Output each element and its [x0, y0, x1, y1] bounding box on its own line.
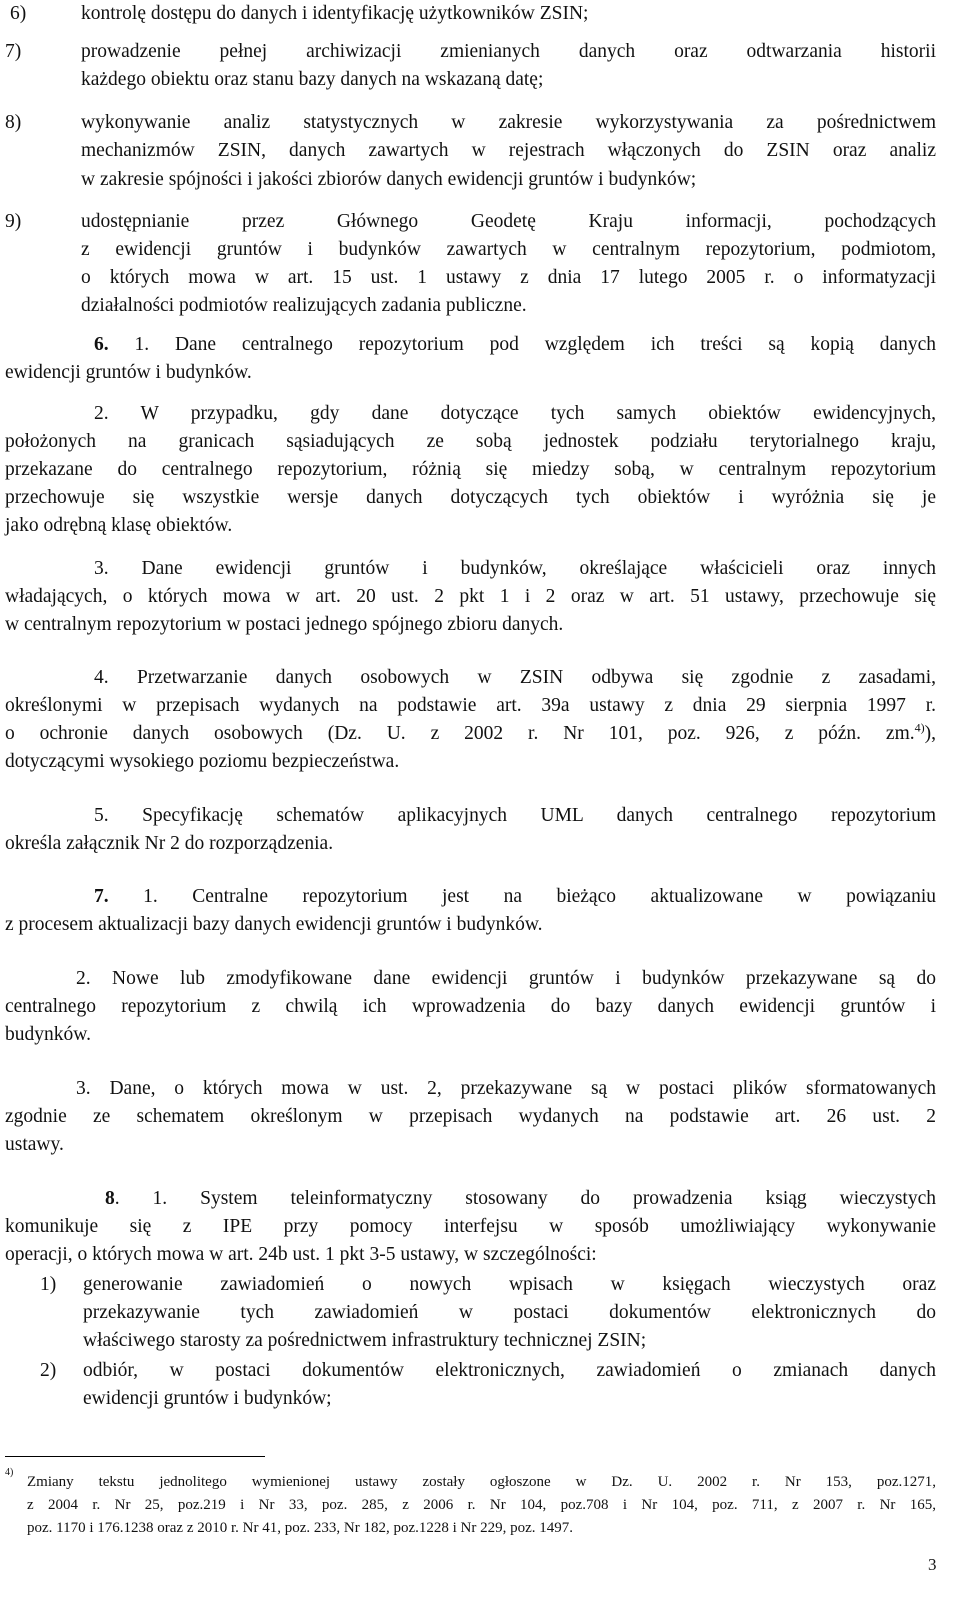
- text-line: centralnego repozytorium z chwilą ich wprowadzenia do bazy danych ewidencji gruntów i: [5, 996, 936, 1017]
- text-line: [5, 720, 936, 749]
- text-run: 1. Centralne repozytorium jest na bieżąco aktualizowane w powiązaniu: [108, 886, 936, 907]
- text-line: ewidencji gruntów i budynków;: [83, 1388, 332, 1409]
- text-line: przechowuje się wszystkie wersje danych dotyczących tych obiektów i wyróżnia się je: [5, 487, 936, 508]
- text-line: o których mowa w art. 15 ust. 1 ustawy z dnia 17 lutego 2005 r. o informatyzacji: [81, 267, 936, 288]
- text-line: 3. Dane, o których mowa w ust. 2, przekazywane są w postaci plików sformatowanych: [76, 1078, 936, 1099]
- text-line: działalności podmiotów realizujących zadania publiczne.: [81, 295, 527, 316]
- list-number: 7): [5, 41, 22, 62]
- text-line: z procesem aktualizacji bazy danych ewidencji gruntów i budynków.: [5, 914, 543, 935]
- list-number: 6): [10, 3, 27, 24]
- text-line: 5. Specyfikację schematów aplikacyjnych UML danych centralnego repozytorium: [94, 805, 936, 826]
- list-number: 1): [40, 1274, 57, 1295]
- footnote-separator: [5, 1456, 265, 1457]
- page-number: 3: [928, 1555, 937, 1574]
- footnote-line: Zmiany tekstu jednolitego wymienionej ustawy zostały ogłoszone w Dz. U. 2002 r. Nr 153, poz.1271,: [27, 1474, 936, 1490]
- text-line: generowanie zawiadomień o nowych wpisach w księgach wieczystych oraz: [83, 1274, 936, 1295]
- list-number: 8): [5, 112, 22, 133]
- text-line: położonych na granicach sąsiadujących ze sobą jednostek podziału terytorialnego kraju,: [5, 431, 936, 452]
- section-number: 6.: [94, 334, 109, 355]
- text-line: określa załącznik Nr 2 do rozporządzenia.: [5, 833, 334, 854]
- text-line: 4. Przetwarzanie danych osobowych w ZSIN odbywa się zgodnie z zasadami,: [94, 667, 936, 688]
- list-item-6: [5, 0, 935, 29]
- text-line: 2. W przypadku, gdy dane dotyczące tych samych obiektów ewidencyjnych,: [94, 403, 936, 424]
- text-line: przekazane do centralnego repozytorium, różnią się miedzy sobą, w centralnym repozytorium: [5, 459, 936, 480]
- text-run: ),: [924, 723, 936, 744]
- text-line: [5, 883, 936, 912]
- text-line: ustawy.: [5, 1134, 64, 1155]
- list-text: kontrolę dostępu do danych i identyfikację użytkowników ZSIN;: [81, 3, 589, 24]
- text-line: w zakresie spójności i jakości zbiorów danych ewidencji gruntów i budynków;: [81, 169, 697, 190]
- text-line: budynków.: [5, 1024, 91, 1045]
- footnote-marker: 4): [5, 1467, 14, 1478]
- list-number: 9): [5, 211, 22, 232]
- text-line: odbiór, w postaci dokumentów elektronicznych, zawiadomień o zmianach danych: [83, 1360, 936, 1381]
- text-line: ewidencji gruntów i budynków.: [5, 362, 252, 383]
- text-line: władających, o których mowa w art. 20 ust. 2 pkt 1 i 2 oraz w art. 51 ustawy, przechowuje się: [5, 586, 936, 607]
- text-line: właściwego starosty za pośrednictwem infrastruktury technicznej ZSIN;: [83, 1330, 647, 1351]
- text-line: w centralnym repozytorium w postaci jednego spójnego zbioru danych.: [5, 614, 564, 635]
- footnote-line: z 2004 r. Nr 25, poz.219 i Nr 33, poz. 285, z 2006 r. Nr 104, poz.708 i Nr 104, poz. 711, z 2007 r. Nr 165,: [27, 1497, 936, 1513]
- text-line: operacji, o których mowa w art. 24b ust. 1 pkt 3-5 ustawy, w szczególności:: [5, 1244, 597, 1265]
- text-line: jako odrębną klasę obiektów.: [5, 515, 233, 536]
- text-line: przekazywanie tych zawiadomień w postaci dokumentów elektronicznych do: [83, 1302, 936, 1323]
- text-line: każdego obiektu oraz stanu bazy danych na wskazaną datę;: [81, 69, 544, 90]
- text-line: mechanizmów ZSIN, danych zawartych w rejestrach włączonych do ZSIN oraz analiz: [81, 140, 936, 161]
- footnote-reference: 4): [914, 720, 925, 735]
- text-line: z ewidencji gruntów i budynków zawartych w centralnym repozytorium, podmiotom,: [81, 239, 936, 260]
- text-line: wykonywanie analiz statystycznych w zakresie wykorzystywania za pośrednictwem: [81, 112, 936, 133]
- text-line: komunikuje się z IPE przy pomocy interfejsu w sposób umożliwiający wykonywanie: [5, 1216, 936, 1237]
- text-line: 2. Nowe lub zmodyfikowane dane ewidencji gruntów i budynków przekazywane są do: [76, 968, 936, 989]
- text-line: [5, 331, 936, 360]
- text-line: prowadzenie pełnej archiwizacji zmienianych danych oraz odtwarzania historii: [81, 41, 936, 62]
- text-run: . 1. System teleinformatyczny stosowany do prowadzenia ksiąg wieczystych: [114, 1188, 936, 1209]
- text-run: 1. Dane centralnego repozytorium pod względem ich treści są kopią danych: [108, 334, 936, 355]
- section-number: 7.: [94, 886, 109, 907]
- footnote-line: poz. 1170 i 176.1238 oraz z 2010 r. Nr 41, poz. 233, Nr 182, poz.1228 i Nr 229, poz. 1497.: [27, 1520, 574, 1536]
- section-number: 8: [105, 1188, 115, 1209]
- text-line: udostępnianie przez Głównego Geodetę Kraju informacji, pochodzących: [81, 211, 936, 232]
- text-run: o ochronie danych osobowych (Dz. U. z 2002 r. Nr 101, poz. 926, z późn. zm.: [5, 723, 915, 744]
- text-line: określonymi w przepisach wydanych na podstawie art. 39a ustawy z dnia 29 sierpnia 1997 r.: [5, 695, 936, 716]
- text-line: 3. Dane ewidencji gruntów i budynków, określające właścicieli oraz innych: [94, 558, 936, 579]
- text-line: dotyczącymi wysokiego poziomu bezpieczeństwa.: [5, 751, 400, 772]
- list-number: 2): [40, 1360, 57, 1381]
- text-line: zgodnie ze schematem określonym w przepisach wydanych na podstawie art. 26 ust. 2: [5, 1106, 936, 1127]
- text-line: [5, 1185, 936, 1214]
